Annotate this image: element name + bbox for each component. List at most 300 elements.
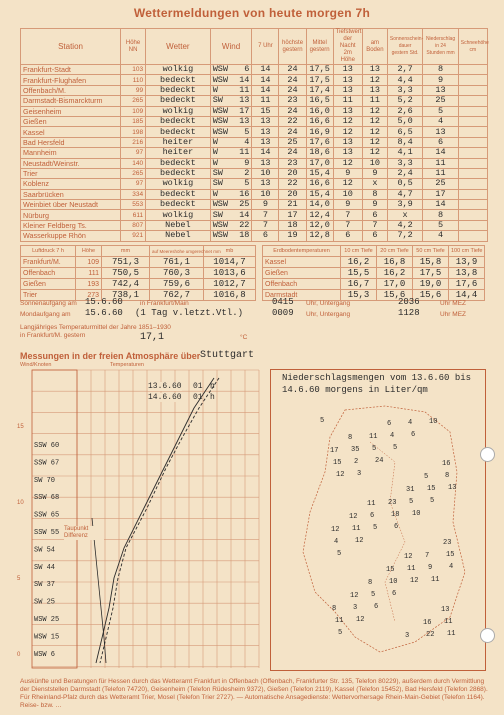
cell-nn: 110 [121, 75, 146, 85]
weather-row [21, 85, 488, 95]
footer-text: Auskünfte und Beratungen für Hessen durch das Wetteramt Frankfurt in Offenbach (Offenbach, Frankfurter Str. 135, Telefon 80229), außerdem durch Vermittlung der Dienststellen Darmstadt (Telefon 74720), Geisenheim (Telefon Rüdesheim 9372), Gießen (Telefon 2119), Kassel (Telefon 15452), Bad Hersfeld (Telefon 2868). Für Rheinland-Pfalz durch das Wetteramt Trier, Mosel (Telefon Trier 2727). — Automatische Ansagedienste: Wettervorhersage Rhein-Main-Gebiet (Telefon 1164). Reise- bzw. … [20, 678, 488, 709]
cell-nn: 109 [121, 106, 146, 116]
cell-wr: WSW 25 [210, 200, 252, 210]
cell-wr: WSW 6 [210, 65, 252, 75]
rain-value: 6 [370, 512, 375, 520]
rain-value: 4 [390, 432, 395, 440]
weather-row [21, 127, 488, 137]
cell-nn: 198 [121, 127, 146, 137]
wind-reading: WSW 25 [34, 616, 60, 624]
cell-sun: 3,3 [387, 158, 422, 168]
cell-sun: 7,2 [387, 231, 422, 241]
cell-tmit: 16,5 [306, 96, 333, 106]
cell-tn: 9 [333, 200, 362, 210]
rain-value: 5 [409, 498, 414, 506]
wind-reading: WSW 6 [34, 650, 56, 659]
cell-tn: 13 [333, 65, 362, 75]
cell-sun: 4,1 [387, 148, 422, 158]
soil-h4: 50 cm Tiefe [413, 246, 449, 257]
cell-nn: 553 [121, 200, 146, 210]
moonrise-date: 15.6.60 [85, 308, 123, 318]
cell-sun: 4,4 [387, 75, 422, 85]
rain-value: 4 [449, 563, 454, 571]
col-boden: am Boden [362, 29, 387, 65]
pressure-st: Trier [21, 290, 76, 301]
cell-ws: 17 [239, 105, 250, 116]
cell-tmit: 16,0 [306, 106, 333, 116]
sounding-date-2: 14.6.60 [148, 393, 182, 402]
cell-snow [458, 96, 487, 106]
cell-t7: 13 [252, 158, 279, 168]
cell-wetter: bedeckt [146, 85, 211, 95]
cell-nn: 103 [121, 65, 146, 75]
mean-temp-unit: °C [240, 334, 248, 341]
cell-rain: 11 [423, 158, 458, 168]
rain-value: 4 [408, 419, 413, 427]
cell-t7: 13 [252, 179, 279, 189]
cell-wr: SW 13 [210, 96, 252, 106]
cell-tb: 12 [362, 116, 387, 126]
cell-wetter: bedeckt [146, 158, 211, 168]
cell-tn: 6 [333, 231, 362, 241]
weather-row [21, 210, 488, 220]
cell-ws: 14 [239, 209, 250, 220]
cell-wr: SW 5 [210, 179, 252, 189]
rain-value: 6 [374, 603, 379, 611]
pressure-mmN: 762,7 [150, 290, 204, 301]
pressure-mb: 1016,8 [204, 290, 256, 301]
cell-tn: 12 [333, 179, 362, 189]
pressure-h2: Höhe [76, 246, 102, 257]
soil-b: 16,2 [377, 268, 413, 279]
soil-d: 14,4 [449, 290, 485, 301]
col-nieder: Niederschlag in 24 Stunden mm [423, 29, 458, 65]
cell-wetter: heiter [146, 148, 211, 158]
soil-row [263, 257, 485, 268]
rain-value: 11 [447, 630, 456, 638]
cell-wetter: bedeckt [146, 127, 211, 137]
soil-d: 13,8 [449, 268, 485, 279]
moonset-time: 1128 [398, 308, 420, 318]
cell-wr: W 16 [210, 189, 252, 199]
cell-wetter: wolkig [146, 179, 211, 189]
cell-tb: 13 [362, 65, 387, 75]
cell-station: Mannheim [21, 148, 121, 158]
soil-a: 16,2 [341, 257, 377, 268]
cell-rain: 8 [423, 65, 458, 75]
cell-t7: 14 [252, 65, 279, 75]
punch-hole-top [480, 447, 495, 462]
cell-wr: WSW 14 [210, 75, 252, 85]
cell-t7: 6 [252, 231, 279, 241]
pressure-mmN: 760,3 [150, 268, 204, 279]
cell-nn: 265 [121, 168, 146, 178]
cell-wr: WSW 5 [210, 127, 252, 137]
weather-row [21, 220, 488, 230]
cell-snow [458, 65, 487, 75]
pressure-mb: 1013,6 [204, 268, 256, 279]
cell-t7: 7 [252, 210, 279, 220]
cell-ws: 6 [244, 64, 250, 75]
cell-ws: 16 [239, 188, 250, 199]
sunset-time: 2036 [398, 297, 420, 307]
cell-sun: 0,5 [387, 179, 422, 189]
rain-value: 12 [349, 513, 358, 521]
cell-ws: 9 [244, 157, 250, 168]
cell-snow [458, 127, 487, 137]
cell-wetter: bedeckt [146, 168, 211, 178]
pressure-mmN: 759,6 [150, 279, 204, 290]
rain-value: 5 [372, 445, 377, 453]
temp-curve-1 [96, 378, 214, 663]
cell-tmax: 18 [279, 220, 306, 230]
rain-value: 17 [330, 447, 339, 455]
cell-tmit: 16,9 [306, 127, 333, 137]
soil-a: 15,3 [341, 290, 377, 301]
pressure-row [21, 279, 256, 290]
wind-reading: SW 37 [34, 581, 56, 590]
soil-h2: 10 cm Tiefe [341, 246, 377, 257]
rain-value: 8 [368, 579, 373, 587]
sounding-hour-2: 01 [193, 393, 203, 402]
cell-wetter: bedeckt [146, 75, 211, 85]
pressure-mm: 751,3 [102, 257, 150, 268]
cell-nn: 921 [121, 231, 146, 241]
cell-ws: 4 [244, 136, 250, 147]
rain-value: 11 [367, 500, 376, 508]
cell-tmax: 21 [279, 200, 306, 210]
cell-station: Trier [21, 168, 121, 178]
cell-tb: 7 [362, 220, 387, 230]
cell-tn: 9 [333, 168, 362, 178]
cell-tn: 12 [333, 127, 362, 137]
soil-row [263, 268, 485, 279]
cell-ws: 22 [239, 220, 250, 231]
pressure-st: Gießen [21, 279, 76, 290]
soil-c: 15,6 [413, 290, 449, 301]
mean-temp-value: 17,1 [140, 332, 165, 343]
col-hoechste: höchste gestern [279, 29, 306, 65]
cell-wr: W 9 [210, 158, 252, 168]
cell-sun: 2,6 [387, 106, 422, 116]
col-wetter: Wetter [146, 29, 211, 65]
cell-wetter: Nebel [146, 220, 211, 230]
rain-value: 6 [394, 523, 399, 531]
cell-station: Weinbiet über Neustadt [21, 200, 121, 210]
moonrise-time: 0009 [272, 308, 294, 318]
cell-tmax: 24 [279, 85, 306, 95]
cell-tmax: 24 [279, 148, 306, 158]
cell-wetter: wolkig [146, 65, 211, 75]
pressure-mm: 742,4 [102, 279, 150, 290]
cell-tmax: 24 [279, 65, 306, 75]
cell-tn: 13 [333, 75, 362, 85]
rain-value: 5 [371, 591, 376, 599]
sounding-hour-1: 01 [193, 382, 203, 391]
rain-value: 3 [405, 632, 410, 640]
cell-tb: 12 [362, 75, 387, 85]
cell-sun: 3,9 [387, 200, 422, 210]
cell-tb: x [362, 179, 387, 189]
soil-a: 15,5 [341, 268, 377, 279]
cell-tmit: 16,6 [306, 179, 333, 189]
rain-value: 12 [331, 526, 340, 534]
rain-value: 10 [429, 418, 438, 426]
cell-nn: 807 [121, 220, 146, 230]
cell-station: Neustadt/Weinstr. [21, 158, 121, 168]
cell-ws: 11 [239, 147, 250, 158]
cell-rain: 13 [423, 127, 458, 137]
cell-t7: 14 [252, 85, 279, 95]
rain-value: 24 [375, 457, 384, 465]
cell-wetter: heiter [146, 137, 211, 147]
cell-ws: 18 [239, 230, 250, 241]
mean-temp-label: Langjähriges Temperaturmittel der Jahre 1851–1930 in Frankfurt/M. gestern [20, 324, 171, 339]
cell-snow [458, 231, 487, 241]
soil-d: 13,9 [449, 257, 485, 268]
cell-ws: 14 [239, 74, 250, 85]
pressure-row [21, 268, 256, 279]
cell-snow [458, 85, 487, 95]
pressure-mb: 1012,7 [204, 279, 256, 290]
soil-c: 17,5 [413, 268, 449, 279]
cell-sun: 5,2 [387, 96, 422, 106]
cell-tmit: 17,5 [306, 75, 333, 85]
cell-wr: WSW 22 [210, 220, 252, 230]
rain-value: 3 [353, 604, 358, 612]
cell-tn: 13 [333, 148, 362, 158]
cell-tmax: 23 [279, 158, 306, 168]
cell-tmax: 25 [279, 137, 306, 147]
rain-value: 15 [427, 485, 436, 493]
sunrise-location: in Frankfurt/Main [140, 300, 189, 307]
soil-table [262, 245, 485, 301]
cell-tmit: 18,6 [306, 148, 333, 158]
rain-value: 5 [338, 629, 343, 637]
wind-reading: WSW 15 [34, 633, 60, 642]
cell-tmax: 23 [279, 96, 306, 106]
rain-value: 13 [441, 606, 450, 614]
cell-station: Bad Hersfeld [21, 137, 121, 147]
pressure-mmN: 761,1 [150, 257, 204, 268]
rain-value: 12 [336, 471, 345, 479]
rain-value: 35 [351, 446, 360, 454]
cell-tn: 7 [333, 210, 362, 220]
rain-value: 11 [369, 433, 378, 441]
pressure-h: 109 [76, 257, 102, 268]
rain-value: 8 [332, 605, 337, 613]
cell-t7: 13 [252, 116, 279, 126]
cell-tb: 12 [362, 127, 387, 137]
cell-nn: 185 [121, 116, 146, 126]
rain-value: 12 [350, 592, 359, 600]
weather-row [21, 231, 488, 241]
soil-h1: Erdbodentemperaturen [263, 246, 341, 257]
cell-nn: 611 [121, 210, 146, 220]
rain-value: 13 [448, 484, 457, 492]
cell-tn: 12 [333, 116, 362, 126]
cell-station: Kleiner Feldberg Ts. [21, 220, 121, 230]
cell-station: Gießen [21, 116, 121, 126]
cell-wr: WSW 17 [210, 106, 252, 116]
page-title: Wettermeldungen von heute morgen 7h [133, 6, 371, 20]
cell-nn: 99 [121, 85, 146, 95]
cell-wr: W 11 [210, 85, 252, 95]
soil-h5: 100 cm Tiefe [449, 246, 485, 257]
moon-note: (1 Tag v.letzt.Vtl.) [135, 308, 244, 318]
cell-wetter: bedeckt [146, 189, 211, 199]
cell-rain: 25 [423, 96, 458, 106]
weather-row [21, 116, 488, 126]
temperature-label: Temperaturen [110, 362, 144, 368]
col-wind: Wind [210, 29, 252, 65]
cell-t7: 11 [252, 96, 279, 106]
weather-row [21, 179, 488, 189]
cell-tmit: 17,5 [306, 65, 333, 75]
col-sonnen: Sonnenschein-dauer gestern Std. [387, 29, 422, 65]
col-hoehe: Höhe NN [121, 29, 146, 65]
cell-tb: 6 [362, 231, 387, 241]
weather-row [21, 168, 488, 178]
cell-nn: 140 [121, 158, 146, 168]
cell-nn: 265 [121, 96, 146, 106]
pressure-h3: mm [102, 246, 150, 257]
sunrise-date: 15.6.60 [85, 297, 123, 307]
cell-station: Darmstadt-Bismarckturm [21, 96, 121, 106]
rain-value: 12 [404, 553, 413, 561]
soil-st: Kassel [263, 257, 341, 268]
wind-reading: SSW 55 [34, 529, 60, 537]
cell-wetter: bedeckt [146, 200, 211, 210]
cell-tn: 13 [333, 137, 362, 147]
cell-tb: 13 [362, 85, 387, 95]
cell-station: Kassel [21, 127, 121, 137]
rain-value: 5 [373, 524, 378, 532]
weather-row [21, 106, 488, 116]
pressure-mm: 750,5 [102, 268, 150, 279]
cell-rain: 6 [423, 137, 458, 147]
rain-value: 15 [446, 551, 455, 559]
cell-tmax: 24 [279, 106, 306, 116]
pressure-h: 111 [76, 268, 102, 279]
cell-rain: 13 [423, 85, 458, 95]
sounding-date-1: 13.6.60 [148, 382, 182, 391]
rain-value: 5 [337, 550, 342, 558]
cell-rain: 4 [423, 116, 458, 126]
soil-st: Gießen [263, 268, 341, 279]
cell-tb: 12 [362, 148, 387, 158]
rain-value: 22 [426, 631, 435, 639]
cell-tmax: 22 [279, 179, 306, 189]
cell-tn: 13 [333, 106, 362, 116]
rain-value: 2 [354, 458, 359, 466]
sunrise-time: 0415 [272, 297, 294, 307]
rain-value: 6 [392, 590, 397, 598]
sunset-label: Uhr, Untergang [306, 300, 351, 307]
pressure-table [20, 245, 256, 301]
cell-nn: 216 [121, 137, 146, 147]
soil-st: Offenbach [263, 279, 341, 290]
cell-tb: 12 [362, 137, 387, 147]
soil-row [263, 279, 485, 290]
cell-rain: 5 [423, 220, 458, 230]
cell-tmit: 14,0 [306, 200, 333, 210]
cell-sun: 5,0 [387, 116, 422, 126]
rain-map [275, 402, 481, 666]
cell-tmax: 20 [279, 189, 306, 199]
rain-value: 11 [335, 617, 344, 625]
cell-tmit: 17,4 [306, 85, 333, 95]
cell-ws: 2 [244, 168, 250, 179]
cell-tb: 8 [362, 189, 387, 199]
cell-nn: 97 [121, 179, 146, 189]
cell-snow [458, 148, 487, 158]
rain-value: 12 [410, 577, 419, 585]
rain-value: 11 [352, 525, 361, 533]
wind-reading: SW 44 [34, 563, 56, 572]
cell-station: Wasserkuppe Rhön [21, 231, 121, 241]
weather-row [21, 189, 488, 199]
wind-reading: SW 70 [34, 476, 56, 485]
cell-tn: 11 [333, 96, 362, 106]
cell-tmax: 17 [279, 210, 306, 220]
col-t7: 7 Uhr [252, 29, 279, 65]
cell-tmax: 20 [279, 168, 306, 178]
moonrise-label: Mondaufgang am [20, 311, 71, 318]
weather-row [21, 148, 488, 158]
col-mittel: Mittel gestern [306, 29, 333, 65]
rain-value: 5 [430, 497, 435, 505]
cell-rain: 8 [423, 210, 458, 220]
cell-sun: 2,4 [387, 168, 422, 178]
cell-tmit: 16,6 [306, 116, 333, 126]
y-tick-label: 15 [17, 424, 24, 430]
cell-wetter: wolkig [146, 210, 211, 220]
cell-tmax: 24 [279, 75, 306, 85]
cell-station: Frankfurt-Stadt [21, 65, 121, 75]
rain-value: 6 [387, 420, 392, 428]
pressure-st: Frankfurt/M. [21, 257, 76, 268]
rain-value: 10 [389, 578, 398, 586]
cell-wr: W 11 [210, 148, 252, 158]
wind-reading: SSW 60 [34, 442, 60, 450]
cell-ws: 5 [244, 126, 250, 137]
rain-value: 8 [445, 472, 450, 480]
cell-rain: 17 [423, 189, 458, 199]
rain-value: 16 [442, 460, 451, 468]
cell-tmit: 17,6 [306, 137, 333, 147]
soil-st: Darmstadt [263, 290, 341, 301]
cell-t7: 7 [252, 220, 279, 230]
rain-value: 9 [428, 564, 433, 572]
cell-station: Offenbach/M. [21, 85, 121, 95]
pressure-mm: 738,1 [102, 290, 150, 301]
pressure-h1: Luftdruck 7 h [21, 246, 76, 257]
rain-value: 11 [431, 576, 440, 584]
y-tick-label: 0 [17, 652, 21, 658]
soil-b: 15,6 [377, 290, 413, 301]
cell-rain: 9 [423, 75, 458, 85]
rain-value: 3 [357, 470, 362, 478]
temp-curve-2 [100, 378, 219, 663]
inner-border [370, 442, 405, 622]
cell-tn: 10 [333, 189, 362, 199]
cell-station: Geisenheim [21, 106, 121, 116]
cell-wetter: bedeckt [146, 116, 211, 126]
cell-wr: W 4 [210, 137, 252, 147]
cell-tb: 6 [362, 210, 387, 220]
cell-t7: 10 [252, 189, 279, 199]
